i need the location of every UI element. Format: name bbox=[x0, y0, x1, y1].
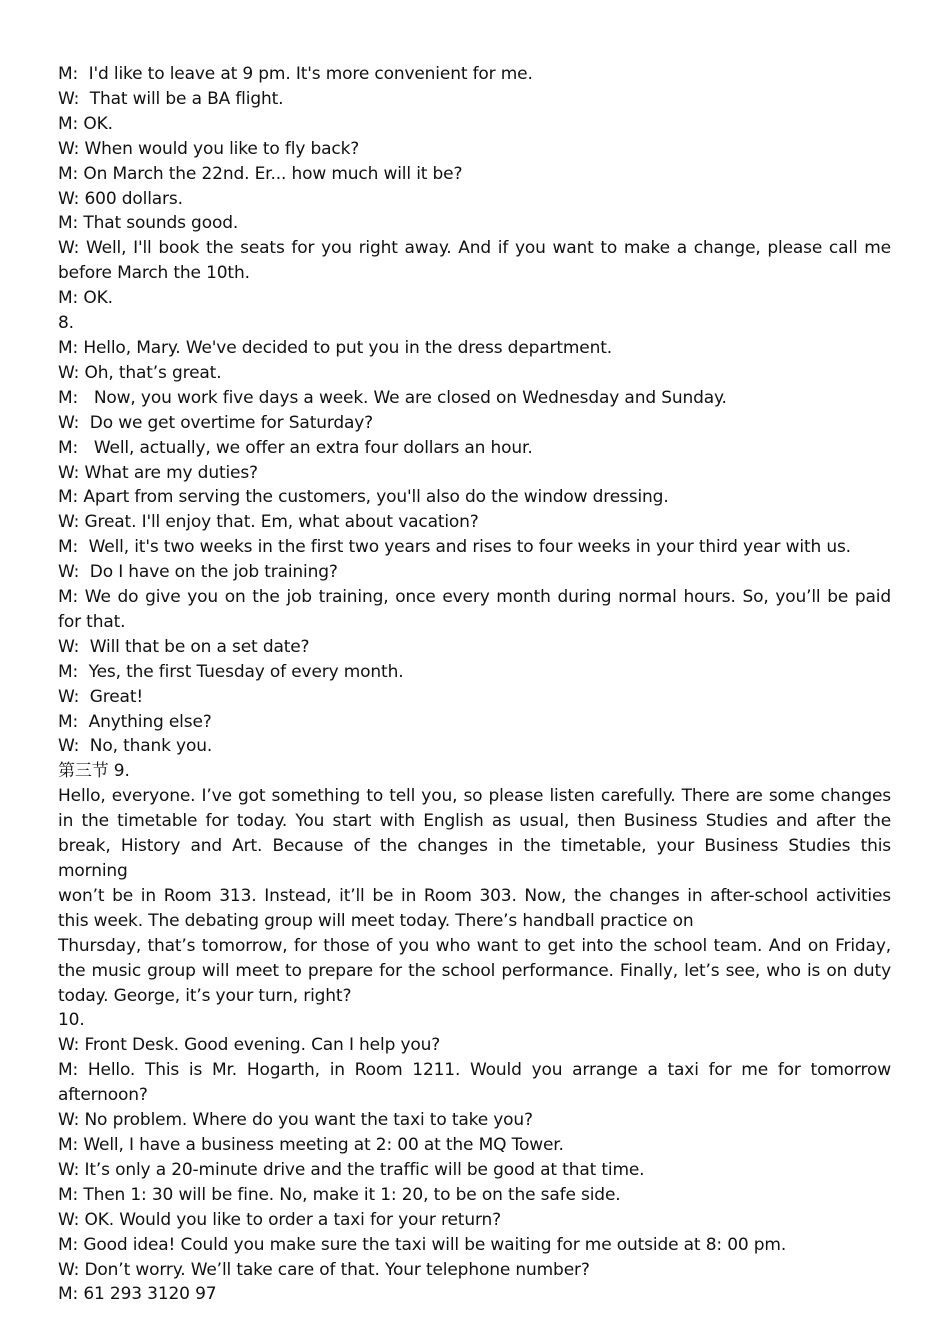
transcript-line: W: Don’t worry. We’ll take care of that. Your telephone number? bbox=[58, 1259, 590, 1280]
transcript-line: W: Do I have on the job training? bbox=[58, 562, 338, 583]
transcript-line: this week. The debating group will meet today. There’s handball practice on bbox=[58, 910, 694, 931]
transcript-line: M: Hello. This is Mr. Hogarth, in Room 1211. Would you arrange a taxi for me for tomorrow bbox=[58, 1060, 891, 1081]
transcript-line: W: 600 dollars. bbox=[58, 188, 183, 209]
transcript-line: M: OK. bbox=[58, 288, 113, 309]
transcript-line: W: Well, I'll book the seats for you right away. And if you want to make a change, please call me bbox=[58, 238, 891, 259]
transcript-line: M: Yes, the first Tuesday of every month. bbox=[58, 661, 404, 682]
transcript-line: W: Will that be on a set date? bbox=[58, 636, 310, 657]
transcript-line: M: We do give you on the job training, once every month during normal hours. So, you’ll be paid bbox=[58, 587, 891, 608]
transcript-line: W: Do we get overtime for Saturday? bbox=[58, 412, 374, 433]
transcript-line: break, History and Art. Because of the changes in the timetable, your Business Studies this morning bbox=[58, 836, 891, 881]
transcript-line: Thursday, that’s tomorrow, for those of you who want to get into the school team. And on Friday, bbox=[58, 935, 891, 956]
transcript-line: M: Good idea! Could you make sure the taxi will be waiting for me outside at 8: 00 pm. bbox=[58, 1234, 787, 1255]
transcript-line: M: Well, it's two weeks in the first two years and rises to four weeks in your third year with us. bbox=[58, 537, 851, 558]
transcript-line: afternoon? bbox=[58, 1085, 148, 1106]
transcript-line: today. George, it’s your turn, right? bbox=[58, 985, 352, 1006]
transcript-line: W: Great! bbox=[58, 686, 143, 707]
transcript-line: M: 61 293 3120 97 bbox=[58, 1284, 217, 1305]
transcript-line: M: Apart from serving the customers, you'll also do the window dressing. bbox=[58, 487, 669, 508]
transcript-line: W: When would you like to fly back? bbox=[58, 138, 360, 159]
transcript-line: M: Anything else? bbox=[58, 711, 212, 732]
transcript-line: Hello, everyone. I’ve got something to tell you, so please listen carefully. There are some changes bbox=[58, 786, 891, 807]
transcript-line: M: Well, actually, we offer an extra four dollars an hour. bbox=[58, 437, 533, 458]
transcript-line: M: That sounds good. bbox=[58, 213, 239, 234]
transcript-line: M: I'd like to leave at 9 pm. It's more convenient for me. bbox=[58, 64, 533, 84]
transcript-line: 8. bbox=[58, 313, 74, 334]
transcript-line: the music group will meet to prepare for the school performance. Finally, let’s see, who is on duty bbox=[58, 960, 891, 981]
transcript-text bbox=[58, 62, 891, 1307]
transcript-line: before March the 10th. bbox=[58, 263, 250, 284]
transcript-line: W: What are my duties? bbox=[58, 462, 258, 483]
transcript-line: W: Oh, that’s great. bbox=[58, 362, 222, 383]
transcript-line: for that. bbox=[58, 611, 126, 632]
transcript-line: 10. bbox=[58, 1010, 85, 1031]
transcript-line: 第三节 9. bbox=[58, 761, 130, 782]
transcript-line: M: Now, you work five days a week. We are closed on Wednesday and Sunday. bbox=[58, 387, 727, 408]
transcript-line: W: It’s only a 20-minute drive and the traffic will be good at that time. bbox=[58, 1159, 645, 1180]
transcript-line: W: That will be a BA flight. bbox=[58, 88, 284, 109]
transcript-line: W: Great. I'll enjoy that. Em, what about vacation? bbox=[58, 512, 479, 533]
transcript-line: M: On March the 22nd. Er... how much will it be? bbox=[58, 163, 463, 184]
transcript-line: M: OK. bbox=[58, 113, 113, 134]
transcript-line: W: Front Desk. Good evening. Can I help you? bbox=[58, 1035, 441, 1056]
transcript-line: in the timetable for today. You start with English as usual, then Business Studies and after the bbox=[58, 811, 891, 832]
transcript-line: W: No, thank you. bbox=[58, 736, 213, 757]
transcript-line: M: Then 1: 30 will be fine. No, make it 1: 20, to be on the safe side. bbox=[58, 1184, 621, 1205]
transcript-line: M: Well, I have a business meeting at 2: 00 at the MQ Tower. bbox=[58, 1134, 564, 1155]
transcript-line: M: Hello, Mary. We've decided to put you in the dress department. bbox=[58, 337, 613, 358]
transcript-line: won’t be in Room 313. Instead, it’ll be in Room 303. Now, the changes in after-school activities bbox=[58, 885, 891, 906]
transcript-line: W: OK. Would you like to order a taxi for your return? bbox=[58, 1209, 501, 1230]
transcript-line: W: No problem. Where do you want the taxi to take you? bbox=[58, 1110, 533, 1131]
